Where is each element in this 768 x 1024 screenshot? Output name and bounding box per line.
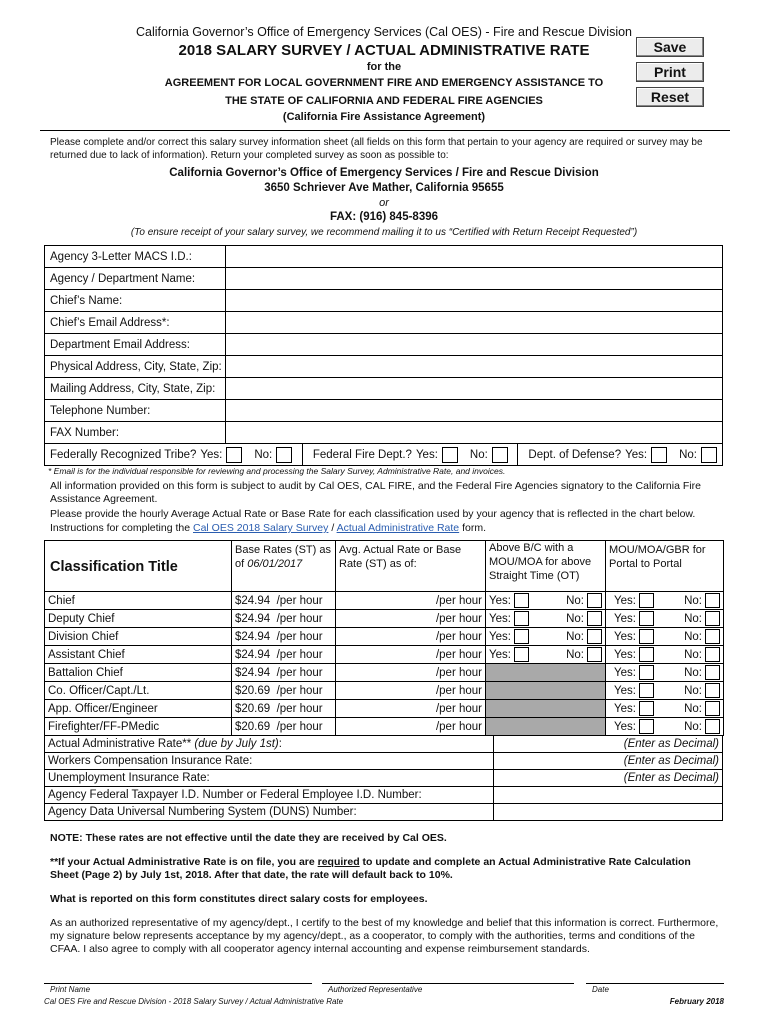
fire-dept-label: Federal Fire Dept.? [312, 448, 412, 461]
agency-line: California Governor’s Office of Emergency Services (Cal OES) - Fire and Rescue Division [135, 25, 632, 39]
agreement-line-2: THE STATE OF CALIFORNIA AND FEDERAL FIRE AGENCIES [225, 95, 543, 107]
portal-yes-checkbox[interactable] [639, 665, 654, 680]
date-line[interactable] [586, 983, 724, 984]
classification-title: Co. Officer/Capt./Lt. [45, 682, 232, 700]
instructions-line [50, 522, 722, 535]
base-rate-value: $24.94 [235, 648, 271, 661]
base-rate-unit: /per hour [276, 594, 323, 607]
portal-no-label: No: [684, 648, 702, 661]
tribe-yes-label: Yes: [200, 448, 223, 461]
base-rate-unit: /per hour [276, 612, 323, 625]
portal-cell [606, 664, 724, 682]
avg-rate-unit: /per hour [435, 666, 482, 679]
ot-cell-disabled [486, 700, 606, 718]
above-bc-header: Above B/C with a MOU/MOA for above Straight Time (OT) [486, 541, 606, 592]
classification-table [44, 540, 724, 736]
base-rate-unit: /per hour [276, 702, 323, 715]
tribe-yes-checkbox[interactable] [226, 447, 242, 463]
base-rate [232, 592, 336, 610]
admin-rate-input[interactable]: (Enter as Decimal) [494, 736, 723, 753]
avg-rate-unit: /per hour [435, 630, 482, 643]
ot-cell-disabled [486, 718, 606, 736]
portal-yes-label: Yes: [614, 594, 636, 607]
provide-text: Please provide the hourly Average Actual Rate or Base Rate for each classification used by your agency that is reflected in the chart below. [50, 508, 696, 520]
ot-cell-disabled [486, 682, 606, 700]
ot-no-checkbox[interactable] [587, 629, 602, 644]
defense-yes-checkbox[interactable] [651, 447, 667, 463]
ot-yes-label: Yes: [489, 648, 511, 661]
agreement-line-1: AGREEMENT FOR LOCAL GOVERNMENT FIRE AND EMERGENCY ASSISTANCE TO [164, 77, 604, 89]
info-field-input[interactable] [226, 378, 723, 400]
portal-no-checkbox[interactable] [705, 701, 720, 716]
ot-yes-checkbox[interactable] [514, 611, 529, 626]
base-rate-unit: /per hour [276, 720, 323, 733]
info-field-input[interactable] [226, 400, 723, 422]
info-field-label: Chief’s Name: [45, 290, 226, 312]
avg-rate-input[interactable] [336, 664, 486, 682]
info-field-label: Agency / Department Name: [45, 268, 226, 290]
ot-cell [486, 610, 606, 628]
avg-rate-unit: /per hour [435, 612, 482, 625]
ot-no-checkbox[interactable] [587, 593, 602, 608]
certification-text: As an authorized representative of my agency/dept., I certify to the best of my knowledge and belief that this information is correct. Furthermore, my signature below represents acceptance by my agency/dept., as a cooperator, to comply with the authorities, terms and conditions of the CFAA. I also agree to comply with all cooperator agency internal accounting and expense reimbursement standards. [50, 917, 719, 955]
info-field-input[interactable] [226, 268, 723, 290]
classification-row [45, 718, 724, 736]
admin-rate-label: Actual Administrative Rate** [48, 738, 195, 750]
base-rate-value: $20.69 [235, 684, 271, 697]
ot-cell [486, 592, 606, 610]
info-row [45, 400, 723, 422]
portal-no-label: No: [684, 630, 702, 643]
info-field-input[interactable] [226, 334, 723, 356]
for-the-text: for the [366, 61, 402, 73]
avg-rate-unit: /per hour [435, 648, 482, 661]
base-rate-unit: /per hour [276, 648, 323, 661]
portal-no-checkbox[interactable] [705, 629, 720, 644]
classification-row [45, 610, 724, 628]
portal-header: MOU/MOA/GBR for Portal to Portal [606, 541, 724, 592]
portal-cell [606, 700, 724, 718]
classification-title-header: Classification Title [45, 541, 232, 592]
portal-cell [606, 646, 724, 664]
portal-yes-label: Yes: [614, 648, 636, 661]
print-name-label: Print Name [50, 985, 91, 994]
footer-left: Cal OES Fire and Rescue Division - 2018 Salary Survey / Actual Administrative Rate [44, 997, 344, 1006]
ot-yes-label: Yes: [489, 594, 511, 607]
or-text: or [379, 197, 389, 209]
classification-title: Chief [45, 592, 232, 610]
base-rate [232, 664, 336, 682]
avg-rate-input[interactable] [336, 682, 486, 700]
portal-no-checkbox[interactable] [705, 665, 720, 680]
salary-survey-link[interactable]: Cal OES 2018 Salary Survey [193, 522, 329, 534]
base-rate [232, 700, 336, 718]
base-rate [232, 628, 336, 646]
instructions-prefix: Instructions for completing the [50, 522, 193, 534]
avg-rate-input[interactable] [336, 628, 486, 646]
ot-no-checkbox[interactable] [587, 647, 602, 662]
tribe-label: Federally Recognized Tribe? [50, 448, 197, 461]
note-direct-salary: What is reported on this form constitutes direct salary costs for employees. [50, 893, 428, 905]
info-row [45, 378, 723, 400]
base-rate [232, 610, 336, 628]
ot-no-label: No: [566, 648, 584, 661]
portal-yes-checkbox[interactable] [639, 701, 654, 716]
admin-rate-row [45, 736, 723, 753]
note-admin-rate [50, 856, 720, 882]
info-field-input[interactable] [226, 312, 723, 334]
tribe-row [45, 444, 723, 466]
base-rate [232, 682, 336, 700]
base-rates-date: 06/01/2017 [247, 558, 303, 570]
portal-yes-checkbox[interactable] [639, 647, 654, 662]
portal-yes-label: Yes: [614, 612, 636, 625]
portal-cell [606, 628, 724, 646]
info-field-input[interactable] [226, 356, 723, 378]
rates-table [44, 735, 723, 821]
save-button[interactable]: Save [636, 37, 704, 57]
header-divider [40, 130, 730, 131]
info-row [45, 422, 723, 444]
avg-rate-input[interactable] [336, 646, 486, 664]
info-row [45, 356, 723, 378]
admin-rate-due: (due by July 1st) [194, 738, 279, 750]
portal-yes-checkbox[interactable] [639, 683, 654, 698]
portal-cell [606, 592, 724, 610]
avg-rate-header: Avg. Actual Rate or Base Rate (ST) as of: [336, 541, 486, 592]
avg-rate-unit: /per hour [435, 720, 482, 733]
portal-no-label: No: [684, 684, 702, 697]
classification-header-row [45, 541, 724, 592]
agency-info-table [44, 245, 723, 466]
workers-comp-label: Workers Compensation Insurance Rate: [45, 753, 494, 770]
portal-yes-checkbox[interactable] [639, 629, 654, 644]
info-field-label: Mailing Address, City, State, Zip: [45, 378, 226, 400]
ot-no-label: No: [566, 630, 584, 643]
form-title: 2018 SALARY SURVEY / ACTUAL ADMINISTRATIVE RATE [178, 42, 590, 59]
base-rates-header [232, 541, 336, 592]
classification-title: Firefighter/FF-PMedic [45, 718, 232, 736]
classification-title: Division Chief [45, 628, 232, 646]
classification-row [45, 628, 724, 646]
ot-cell [486, 628, 606, 646]
fire-dept-yes-checkbox[interactable] [442, 447, 458, 463]
classification-title: App. Officer/Engineer [45, 700, 232, 718]
ot-yes-label: Yes: [489, 612, 511, 625]
fire-dept-no-checkbox[interactable] [492, 447, 508, 463]
ot-no-checkbox[interactable] [587, 611, 602, 626]
taxpayer-row [45, 787, 723, 804]
portal-no-checkbox[interactable] [705, 593, 720, 608]
unemployment-label: Unemployment Insurance Rate: [45, 770, 494, 787]
note-admin-rate-a: **If your Actual Administrative Rate is on file, you are [50, 856, 318, 868]
base-rate-unit: /per hour [276, 684, 323, 697]
avg-rate-input[interactable] [336, 592, 486, 610]
classification-row [45, 682, 724, 700]
date-label: Date [592, 985, 609, 994]
tribe-no-checkbox[interactable] [276, 447, 292, 463]
portal-yes-label: Yes: [614, 630, 636, 643]
info-row [45, 268, 723, 290]
info-field-input[interactable] [226, 422, 723, 444]
portal-no-checkbox[interactable] [705, 719, 720, 734]
duns-row [45, 804, 723, 821]
ot-yes-checkbox[interactable] [514, 593, 529, 608]
portal-no-checkbox[interactable] [705, 611, 720, 626]
info-field-input[interactable] [226, 246, 723, 268]
duns-input[interactable] [494, 804, 723, 821]
base-rate-value: $24.94 [235, 666, 271, 679]
print-name-line[interactable] [44, 983, 312, 984]
footer-date: February 2018 [669, 997, 724, 1006]
ot-yes-checkbox[interactable] [514, 647, 529, 662]
avg-rate-input[interactable] [336, 610, 486, 628]
portal-cell [606, 682, 724, 700]
info-field-label: Agency 3-Letter MACS I.D.: [45, 246, 226, 268]
base-rate-value: $20.69 [235, 720, 271, 733]
base-rate-value: $20.69 [235, 702, 271, 715]
defense-no-checkbox[interactable] [701, 447, 717, 463]
ot-no-label: No: [566, 612, 584, 625]
workers-comp-row [45, 753, 723, 770]
fax-number: FAX: (916) 845-8396 [329, 211, 439, 223]
base-rate-value: $24.94 [235, 630, 271, 643]
avg-rate-unit: /per hour [435, 684, 482, 697]
taxpayer-input[interactable] [494, 787, 723, 804]
info-row [45, 290, 723, 312]
info-field-label: Chief’s Email Address*: [45, 312, 226, 334]
duns-label: Agency Data Universal Numbering System (DUNS) Number: [45, 804, 494, 821]
ot-cell-disabled [486, 664, 606, 682]
portal-yes-label: Yes: [614, 702, 636, 715]
avg-rate-input[interactable] [336, 718, 486, 736]
avg-rate-unit: /per hour [435, 594, 482, 607]
mail-address-line-2: 3650 Schriever Ave Mather, California 95655 [264, 182, 504, 194]
instructions-suffix: form. [459, 522, 486, 534]
classification-row [45, 646, 724, 664]
classification-title: Deputy Chief [45, 610, 232, 628]
admin-rate-label-cell [45, 736, 494, 753]
ot-cell [486, 646, 606, 664]
portal-no-label: No: [684, 666, 702, 679]
agreement-line-3: (California Fire Assistance Agreement) [282, 111, 486, 123]
info-field-label: Department Email Address: [45, 334, 226, 356]
portal-yes-label: Yes: [614, 666, 636, 679]
tribe-no-label: No: [254, 448, 273, 461]
base-rate-value: $24.94 [235, 594, 271, 607]
instructions-sep: / [328, 522, 337, 534]
workers-comp-input[interactable]: (Enter as Decimal) [494, 753, 723, 770]
info-field-label: FAX Number: [45, 422, 226, 444]
ot-no-label: No: [566, 594, 584, 607]
portal-yes-checkbox[interactable] [639, 719, 654, 734]
info-field-input[interactable] [226, 290, 723, 312]
classification-title: Battalion Chief [45, 664, 232, 682]
classification-row [45, 700, 724, 718]
admin-rate-colon: : [278, 738, 282, 750]
base-rate [232, 646, 336, 664]
portal-no-label: No: [684, 594, 702, 607]
portal-no-checkbox[interactable] [705, 647, 720, 662]
authorized-signature-line[interactable] [322, 983, 574, 984]
note-admin-rate-required: required [317, 856, 360, 868]
unemployment-input[interactable]: (Enter as Decimal) [494, 770, 723, 787]
info-field-label: Telephone Number: [45, 400, 226, 422]
avg-rate-unit: /per hour [435, 702, 482, 715]
intro-text: Please complete and/or correct this salary survey information sheet (all fields on this form that pertain to your agency are required or survey may be returned due to lack of information). Return your completed survey as soon as possible to: [50, 137, 703, 161]
defense-label: Dept. of Defense? [528, 448, 622, 461]
portal-cell [606, 610, 724, 628]
info-row [45, 246, 723, 268]
classification-title: Assistant Chief [45, 646, 232, 664]
base-rate-unit: /per hour [276, 666, 323, 679]
unemployment-row [45, 770, 723, 787]
audit-text: All information provided on this form is subject to audit by Cal OES, CAL FIRE, and the Federal Fire Agencies signatory to the California Fire Assistance Agreement. [50, 480, 701, 505]
print-button[interactable]: Print [636, 62, 704, 82]
avg-rate-input[interactable] [336, 700, 486, 718]
ot-yes-label: Yes: [489, 630, 511, 643]
portal-yes-checkbox[interactable] [639, 611, 654, 626]
classification-row [45, 664, 724, 682]
defense-no-label: No: [679, 448, 697, 461]
reset-button[interactable]: Reset [636, 87, 704, 107]
mail-address-line-1: California Governor’s Office of Emergency Services / Fire and Rescue Division [169, 167, 599, 179]
portal-yes-checkbox[interactable] [639, 593, 654, 608]
portal-yes-label: Yes: [614, 684, 636, 697]
info-row [45, 334, 723, 356]
fire-dept-no-label: No: [469, 448, 488, 461]
fire-dept-yes-label: Yes: [415, 448, 438, 461]
base-rate-unit: /per hour [276, 630, 323, 643]
info-field-label: Physical Address, City, State, Zip: [45, 356, 226, 378]
email-footnote: * Email is for the individual responsible for reviewing and processing the Salary Survey, Administrative Rate, and invoices. [48, 466, 506, 476]
portal-no-label: No: [684, 702, 702, 715]
ot-yes-checkbox[interactable] [514, 629, 529, 644]
base-rate-value: $24.94 [235, 612, 271, 625]
base-rate [232, 718, 336, 736]
portal-yes-label: Yes: [614, 720, 636, 733]
portal-no-label: No: [684, 720, 702, 733]
admin-rate-link[interactable]: Actual Administrative Rate [336, 522, 460, 534]
base-rates-header-text: Base Rates (ST) as of [235, 544, 331, 570]
defense-yes-label: Yes: [625, 448, 648, 461]
receipt-note: (To ensure receipt of your salary survey, we recommend mailing it to us “Certified with Return Receipt Requested”) [130, 227, 638, 238]
classification-row [45, 592, 724, 610]
authorized-label: Authorized Representative [328, 985, 423, 994]
portal-cell [606, 718, 724, 736]
taxpayer-label: Agency Federal Taxpayer I.D. Number or Federal Employee I.D. Number: [45, 787, 494, 804]
note-effective-date: NOTE: These rates are not effective until the date they are received by Cal OES. [50, 832, 447, 844]
portal-no-label: No: [684, 612, 702, 625]
note-admin-rate-c: to update and complete an Actual Administrative Rate Calculation Sheet (Page 2) by July 1st, 2018. After that date, the rate will default back to 10%. [50, 856, 691, 881]
info-row [45, 312, 723, 334]
portal-no-checkbox[interactable] [705, 683, 720, 698]
